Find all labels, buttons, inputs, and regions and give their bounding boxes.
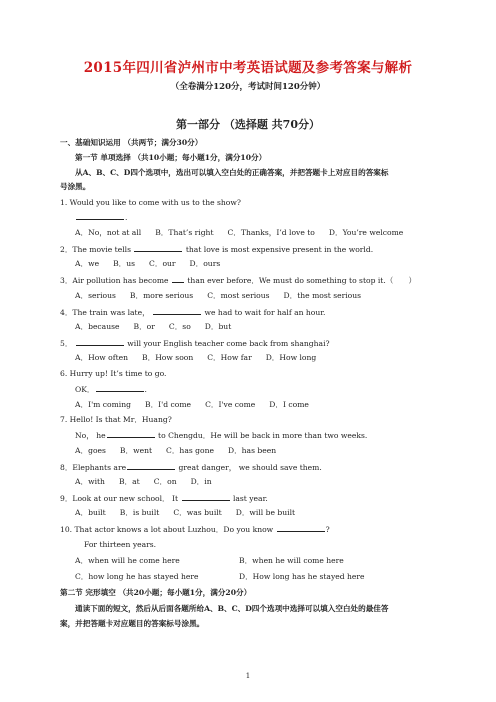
option: C．our <box>149 259 176 268</box>
option: D．You’re welcome <box>328 228 404 237</box>
option: C．how long he has stayed here <box>75 572 199 581</box>
option: D．has been <box>227 446 277 455</box>
question-stem: 4．The train was late， we had to wait for half an hour. <box>60 308 326 317</box>
option: B．That’s right <box>155 228 214 237</box>
options-row <box>75 572 379 582</box>
option: B．or <box>133 322 155 331</box>
option: C．was built <box>173 508 222 517</box>
option: A．goes <box>75 446 106 455</box>
options-row <box>75 353 330 363</box>
question-stem: 3．Air pollution has become than ever before．We must do something to stop it.（ ） <box>60 276 417 285</box>
question-reply: For thirteen years. <box>84 540 157 549</box>
option: B．us <box>113 259 136 268</box>
option: A．No，not at all <box>75 228 142 237</box>
page-number: 1 <box>245 672 251 680</box>
question-stem: 1. Would you like to come with us to the show? <box>60 198 241 207</box>
option: D．but <box>204 322 232 331</box>
option: A．serious <box>75 291 116 300</box>
question-stem: 2．The movie tells that love is most expensive present in the world. <box>60 245 374 254</box>
subsection-heading: 第一节 单项选择 （共10小题；每小题1分，满分10分） <box>75 153 267 162</box>
options-row <box>75 446 290 456</box>
option: C．How far <box>207 353 252 362</box>
options-row <box>75 556 358 566</box>
question-stem: 9．Look at our new school． It last year. <box>60 494 268 503</box>
instruction-line: 从A、B、C、D四个选项中，选出可以填入空白处的正确答案，并把答题卡上对应目的答案标 <box>75 168 389 177</box>
question-stem: 10. That actor knows a lot about Luzhou．Do you know ? <box>60 525 330 534</box>
option: A．because <box>75 322 120 331</box>
instruction-line: 案，并把答题卡对应题目的答案标号涂黑。 <box>60 619 205 628</box>
option: A．with <box>75 477 105 486</box>
question-stem: 5． will your English teacher come back from shanghai? <box>60 339 330 348</box>
option: D．will be built <box>235 508 296 517</box>
question-stem: 6. Hurry up! It’s time to go. <box>60 369 167 378</box>
options-row <box>75 322 245 332</box>
options-row <box>75 228 417 238</box>
page-subtitle: （全卷满分120分，考试时间120分钟） <box>170 82 326 92</box>
question-stem: 7. Hello! Is that Mr．Huang? <box>60 415 172 424</box>
option: C．Thanks，I’d love to <box>227 228 315 237</box>
option: D．the most serious <box>283 291 362 300</box>
options-row <box>75 477 226 487</box>
part-title: 第一部分 （选择题 共70分） <box>176 118 320 131</box>
page-title: 2015年四川省泸州市中考英语试题及参考答案与解析 <box>83 60 413 76</box>
option: B．is built <box>119 508 160 517</box>
option: B．more serious <box>129 291 194 300</box>
answer-blank: . <box>75 212 127 223</box>
option: C．on <box>153 477 177 486</box>
option: D．I come <box>269 400 309 409</box>
question-stem: 8．Elephants are great danger， we should save them. <box>60 463 322 472</box>
option: B．at <box>118 477 140 486</box>
instruction-line: 通读下面的短文，然后从后面各题所给A、B、C、D四个选项中选择可以填入空白处的最佳答 <box>75 604 389 613</box>
instruction-line: 号涂黑。 <box>60 182 91 191</box>
option: D．ours <box>189 259 221 268</box>
option: A．How often <box>75 353 129 362</box>
option: A．built <box>75 508 106 517</box>
option: C．so <box>168 322 191 331</box>
option: C．most serious <box>207 291 270 300</box>
option: C．has gone <box>166 446 214 455</box>
options-row <box>75 400 323 410</box>
options-row <box>75 259 234 269</box>
option: D．in <box>190 477 212 486</box>
option: A．I'm coming <box>75 400 131 409</box>
option: D．How long has he stayed here <box>239 572 365 581</box>
section-heading: 一、基础知识运用 （共两节；满分30分） <box>60 138 203 147</box>
option: A．we <box>75 259 100 268</box>
option: C．I've come <box>205 400 256 409</box>
subsection-heading: 第二节 完形填空 （共20小题；每小题1分，满分20分） <box>60 588 252 597</box>
options-row <box>75 508 309 518</box>
option: B．I'd come <box>145 400 192 409</box>
option: D．How long <box>265 353 317 362</box>
options-row <box>75 291 375 301</box>
option: B．How soon <box>142 353 194 362</box>
option: A．when will he come here <box>75 556 180 565</box>
question-reply: No， he to Chengdu．He will be back in more than two weeks. <box>75 431 368 440</box>
question-reply: OK． . <box>75 385 147 394</box>
option: B．went <box>119 446 153 455</box>
option: B．when he will come here <box>239 556 344 565</box>
